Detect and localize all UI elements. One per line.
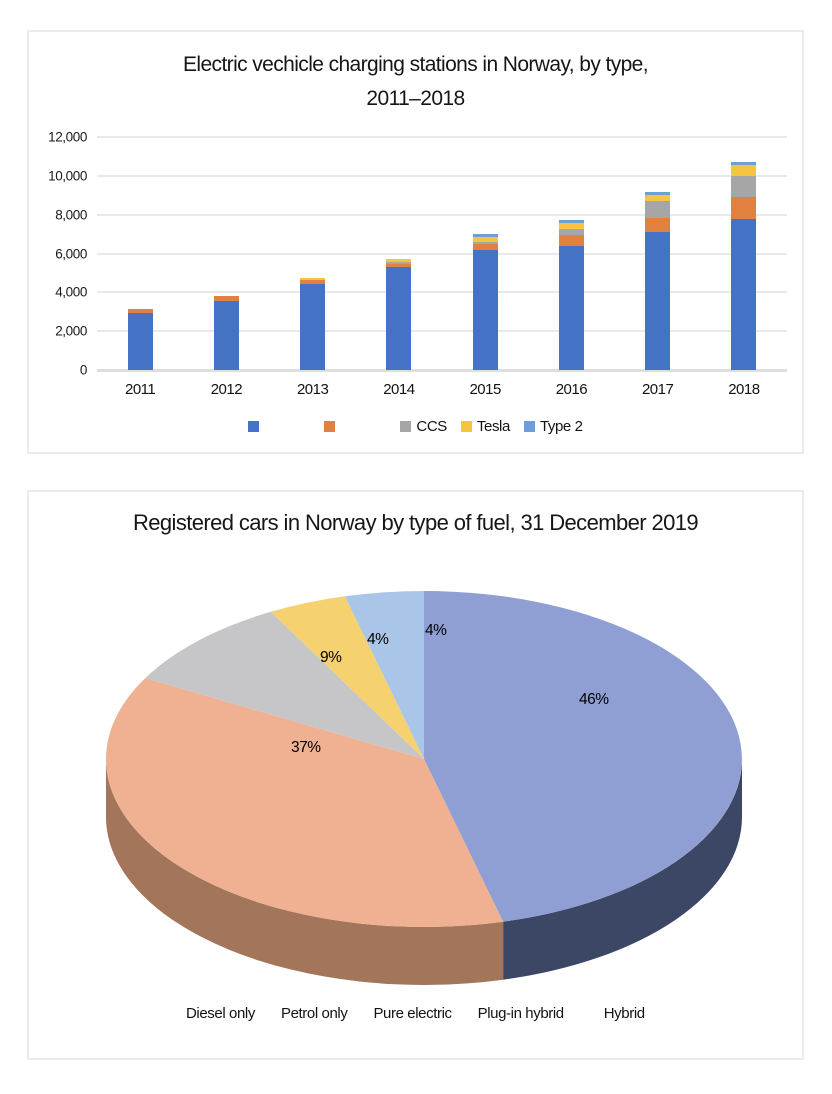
bar-segment xyxy=(559,220,584,224)
bar-segment xyxy=(300,284,325,370)
x-axis-label: 2011 xyxy=(124,381,156,398)
bar-segment xyxy=(128,313,153,370)
bar-legend-item xyxy=(248,421,310,432)
y-axis-label: 12,000 xyxy=(48,129,87,145)
x-axis-label: 2013 xyxy=(296,381,329,398)
legend-swatch-icon xyxy=(400,421,411,432)
legend-swatch-icon xyxy=(461,421,472,432)
x-axis-label: 2018 xyxy=(728,381,760,398)
bar-chart-title-line2: 2011–2018 xyxy=(366,87,465,110)
bar-segment xyxy=(645,195,670,202)
y-axis-label: 4,000 xyxy=(55,284,87,300)
bar-segment xyxy=(731,162,756,165)
y-axis-label: 6,000 xyxy=(55,246,87,261)
pie-legend-label: Diesel only xyxy=(186,1005,255,1022)
y-axis-label: 2,000 xyxy=(55,323,87,339)
bar-segment xyxy=(559,229,584,235)
x-axis-label: 2017 xyxy=(641,381,674,398)
legend-swatch-icon xyxy=(524,421,535,432)
pie-data-label: 37% xyxy=(291,739,321,756)
bar-segment xyxy=(731,176,756,197)
bar-segment xyxy=(473,237,498,242)
pie-legend-label: Hybrid xyxy=(603,1005,645,1022)
bar-legend-item xyxy=(324,421,386,432)
bar-gridline xyxy=(97,175,787,177)
legend-swatch-icon xyxy=(248,421,259,432)
bar-chart-panel xyxy=(27,30,804,454)
bar-segment xyxy=(559,246,584,370)
pie-data-label: 4% xyxy=(425,622,447,639)
bar-legend-item xyxy=(400,418,446,435)
bar-segment xyxy=(645,192,670,195)
pie-chart xyxy=(29,558,802,998)
bar-segment xyxy=(300,280,325,283)
bar-segment xyxy=(473,250,498,370)
legend-swatch-icon xyxy=(324,421,335,432)
bar-gridline xyxy=(97,369,787,372)
pie-data-label: 4% xyxy=(367,631,389,648)
bar-plot-area xyxy=(29,32,802,452)
bar-segment xyxy=(386,264,411,267)
bar-segment xyxy=(559,223,584,228)
bar-segment xyxy=(645,218,670,233)
bar-segment xyxy=(473,234,498,238)
x-axis-label: 2016 xyxy=(555,381,588,398)
bar-segment xyxy=(645,201,670,217)
bar-segment xyxy=(731,219,756,370)
x-axis-label: 2012 xyxy=(210,381,243,398)
bar-segment xyxy=(386,262,411,263)
bar-segment xyxy=(128,309,153,313)
pie-legend-label: Plug-in hybrid xyxy=(477,1005,564,1022)
bar-segment xyxy=(300,278,325,280)
bar-segment xyxy=(386,259,411,263)
pie-legend-label: Petrol only xyxy=(280,1005,348,1022)
pie-data-label: 46% xyxy=(579,691,609,708)
bar-segment xyxy=(386,267,411,370)
bar-chart-title-line1: Electric vechicle charging stations in Norway, by type, xyxy=(183,53,648,76)
bar-gridline xyxy=(97,330,787,332)
legend-label: Type 2 xyxy=(539,418,583,435)
bar-chart-legend xyxy=(29,418,802,435)
legend-label: CCS xyxy=(416,418,447,435)
pie-chart-panel xyxy=(27,490,804,1060)
y-axis-label: 0 xyxy=(79,362,87,378)
bar-segment xyxy=(214,296,239,301)
legend-label: Tesla xyxy=(476,418,510,435)
bar-gridline xyxy=(97,253,787,255)
bar-gridline xyxy=(97,291,787,293)
bar-gridline xyxy=(97,136,787,138)
y-axis-label: 8,000 xyxy=(55,207,87,223)
bar-segment xyxy=(473,242,498,244)
pie-data-label: 9% xyxy=(320,649,342,666)
y-axis-label: 10,000 xyxy=(48,168,87,184)
pie-legend-label: Pure electric xyxy=(373,1005,452,1022)
bar-segment xyxy=(731,165,756,176)
bar-segment xyxy=(473,244,498,250)
x-axis-label: 2015 xyxy=(469,381,501,398)
pie-chart-title: Registered cars in Norway by type of fuel, 31 December 2019 xyxy=(132,510,698,535)
bar-segment xyxy=(214,301,239,370)
x-axis-label: 2014 xyxy=(383,381,415,398)
bar-legend-item xyxy=(461,418,510,435)
bar-segment xyxy=(731,197,756,218)
bar-segment xyxy=(645,232,670,370)
bar-gridline xyxy=(97,214,787,216)
bar-legend-item xyxy=(524,418,583,435)
bar-segment xyxy=(559,235,584,246)
pie-chart-legend xyxy=(29,1005,802,1022)
